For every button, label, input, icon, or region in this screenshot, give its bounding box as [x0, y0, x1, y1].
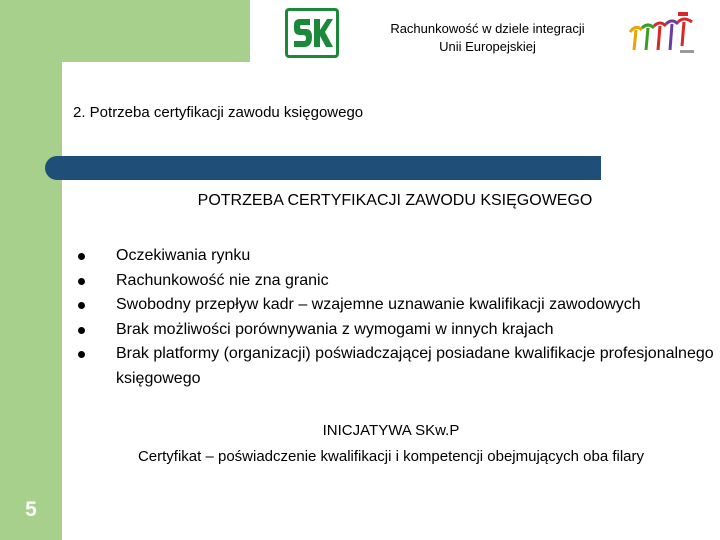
list-item [78, 342, 718, 391]
initiative-text: INICJATYWA SKw.P [322, 422, 460, 439]
sk-logo-icon [285, 8, 339, 58]
certificate-text: Certyfikat – poświadczenie kwalifikacji i kompetencji obejmujących oba filary [137, 448, 645, 465]
bullet-list [78, 244, 718, 391]
top-decorative-band [0, 0, 250, 62]
slide-subtitle: 2. Potrzeba certyfikacji zawodu księgowego [73, 104, 364, 121]
bullet-text: Brak możliwości porównywania z wymogami w innych krajach [116, 320, 554, 338]
bullet-text: Brak platformy (organizacji) poświadczającej posiadane kwalifikacje profesjonalnego księgowego [116, 345, 714, 387]
bullet-text: Swobodny przepływ kadr – wzajemne uznawanie kwalifikacji zawodowych [116, 296, 641, 313]
integration-figures-logo-icon [626, 10, 698, 58]
header-title-line2: Unii Europejskiej [439, 39, 536, 54]
bullet-dot-icon [78, 351, 85, 358]
list-item [78, 244, 718, 269]
left-decorative-band [0, 0, 62, 540]
bullet-dot-icon [78, 302, 85, 309]
list-item [78, 293, 718, 318]
bullet-text: Oczekiwania rynku [116, 247, 251, 264]
bullet-text: Rachunkowość nie zna granic [116, 271, 329, 289]
main-heading: POTRZEBA CERTYFIKACJI ZAWODU KSIĘGOWEGO [197, 192, 593, 209]
page-number: 5 [25, 498, 37, 521]
header-title [355, 20, 620, 56]
bullet-dot-icon [78, 278, 85, 285]
list-item [78, 269, 718, 294]
bullet-dot-icon [78, 253, 85, 260]
bullet-dot-icon [78, 327, 85, 334]
header-title-line1: Rachunkowość w dziele integracji [390, 21, 585, 36]
divider-bar [45, 156, 601, 180]
list-item [78, 318, 718, 343]
